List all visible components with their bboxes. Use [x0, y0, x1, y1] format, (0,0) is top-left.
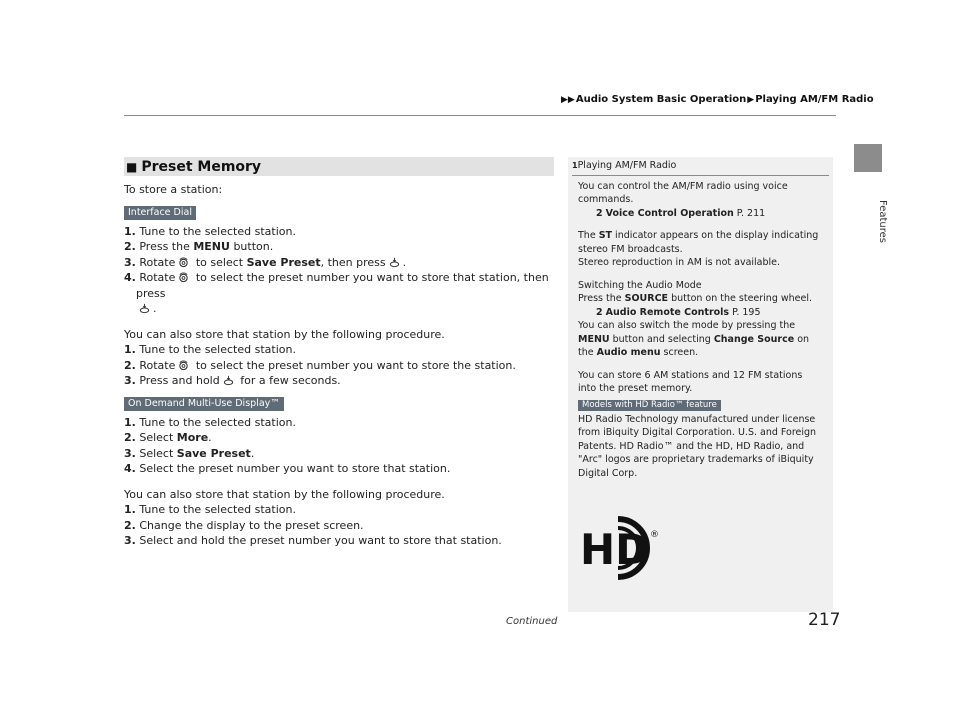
hd-radio-badge: Models with HD Radio™ feature [578, 400, 721, 411]
intro-text: To store a station: [124, 183, 223, 196]
list-item: 1. Tune to the selected station. [124, 343, 296, 356]
breadcrumb-item-audio[interactable]: Audio System Basic Operation [575, 94, 747, 105]
alternate-procedure-text: You can also store that station by the following procedure. [124, 327, 445, 341]
section-heading [124, 157, 554, 176]
steps-on-demand-display [124, 415, 556, 477]
section-title: Preset Memory [141, 158, 262, 175]
dial-icon [178, 272, 189, 283]
steps-interface-dial [124, 224, 556, 317]
dial-icon [178, 360, 189, 371]
press-dial-icon [139, 303, 150, 314]
page-number: 217 [808, 610, 841, 630]
reference-arrow-icon: 2 [596, 306, 603, 318]
reference-arrow-icon: 2 [596, 207, 603, 219]
mode-badge-on-demand-display: On Demand Multi-Use Display™ [124, 397, 284, 411]
note-menu-switch: You can also switch the mode by pressing the MENU button and selecting Change Source on the Audio menu screen. [578, 320, 810, 358]
breadcrumb [560, 94, 874, 105]
header-divider [124, 115, 836, 116]
breadcrumb-item-radio[interactable]: Playing AM/FM Radio [755, 94, 874, 105]
list-item: 4. Select the preset number you want to store that station. [124, 462, 451, 475]
note-hd-trademark: HD Radio Technology manufactured under license from iBiquity Digital Corporation. U.S. and Foreign Patents. HD Radio™ and the HD, HD Radio, and "Arc" logos are proprietary trademarks of iBiquity Digital Corp. [578, 413, 817, 479]
note-marker-icon: 1 [572, 161, 578, 170]
note-voice-control: You can control the AM/FM radio using voice commands. [578, 180, 788, 205]
list-item: 1. Tune to the selected station. [124, 415, 296, 429]
breadcrumb-arrow-icon: ▶ [747, 95, 755, 105]
list-item: 3. Press and hold for a few seconds. [124, 374, 341, 387]
list-item: 2. Press the MENU button. [124, 240, 274, 253]
main-content [124, 182, 556, 549]
chapter-tab-block [854, 144, 882, 172]
list-item: 4. Rotate to select the preset number you want to store that station, then press . [124, 271, 549, 315]
list-item: 1. Tune to the selected station. [124, 503, 296, 516]
section-square-icon: ■ [126, 159, 138, 174]
hd-logo-text: HD [580, 525, 651, 574]
list-item: 2. Rotate to select the preset number you want to store the station. [124, 358, 516, 372]
press-dial-icon [223, 375, 234, 386]
notes-sidebar [568, 157, 833, 612]
list-item: 1. Tune to the selected station. [124, 224, 296, 238]
alternate-procedure-text: You can also store that station by the following procedure. [124, 487, 445, 501]
note-preset-capacity: You can store 6 AM stations and 12 FM stations into the preset memory. [578, 369, 803, 394]
breadcrumb-arrow-icon: ▶▶ [561, 95, 575, 105]
press-dial-icon [389, 257, 400, 268]
chapter-tab-label: Features [877, 200, 888, 243]
list-item: 3. Select Save Preset. [124, 446, 255, 460]
note-stereo-indicator: The ST indicator appears on the display indicating stereo FM broadcasts. [578, 230, 819, 255]
hd-radio-logo [580, 511, 660, 585]
registered-mark: ® [650, 530, 659, 540]
sidebar-heading: 1Playing AM/FM Radio [572, 160, 677, 171]
list-item: 3. Select and hold the preset number you want to store that station. [124, 534, 502, 547]
dial-icon [178, 257, 189, 268]
cross-reference-remote-controls[interactable]: 2 Audio Remote Controls P. 195 [596, 306, 761, 318]
steps-interface-dial-alternate [124, 342, 556, 389]
note-am-stereo: Stereo reproduction in AM is not available. [578, 257, 781, 268]
note-switching-heading: Switching the Audio Mode [578, 279, 702, 291]
mode-badge-interface-dial: Interface Dial [124, 206, 196, 220]
list-item: 3. Rotate to select Save Preset, then press . [124, 255, 407, 269]
list-item: 2. Select More. [124, 431, 212, 444]
cross-reference-voice-control[interactable]: 2 Voice Control Operation P. 211 [596, 207, 766, 219]
steps-on-demand-display-alternate [124, 502, 556, 549]
continued-label: Continued [506, 616, 558, 627]
note-source-button: Press the SOURCE button on the steering wheel. [578, 293, 813, 304]
list-item: 2. Change the display to the preset screen. [124, 518, 364, 532]
